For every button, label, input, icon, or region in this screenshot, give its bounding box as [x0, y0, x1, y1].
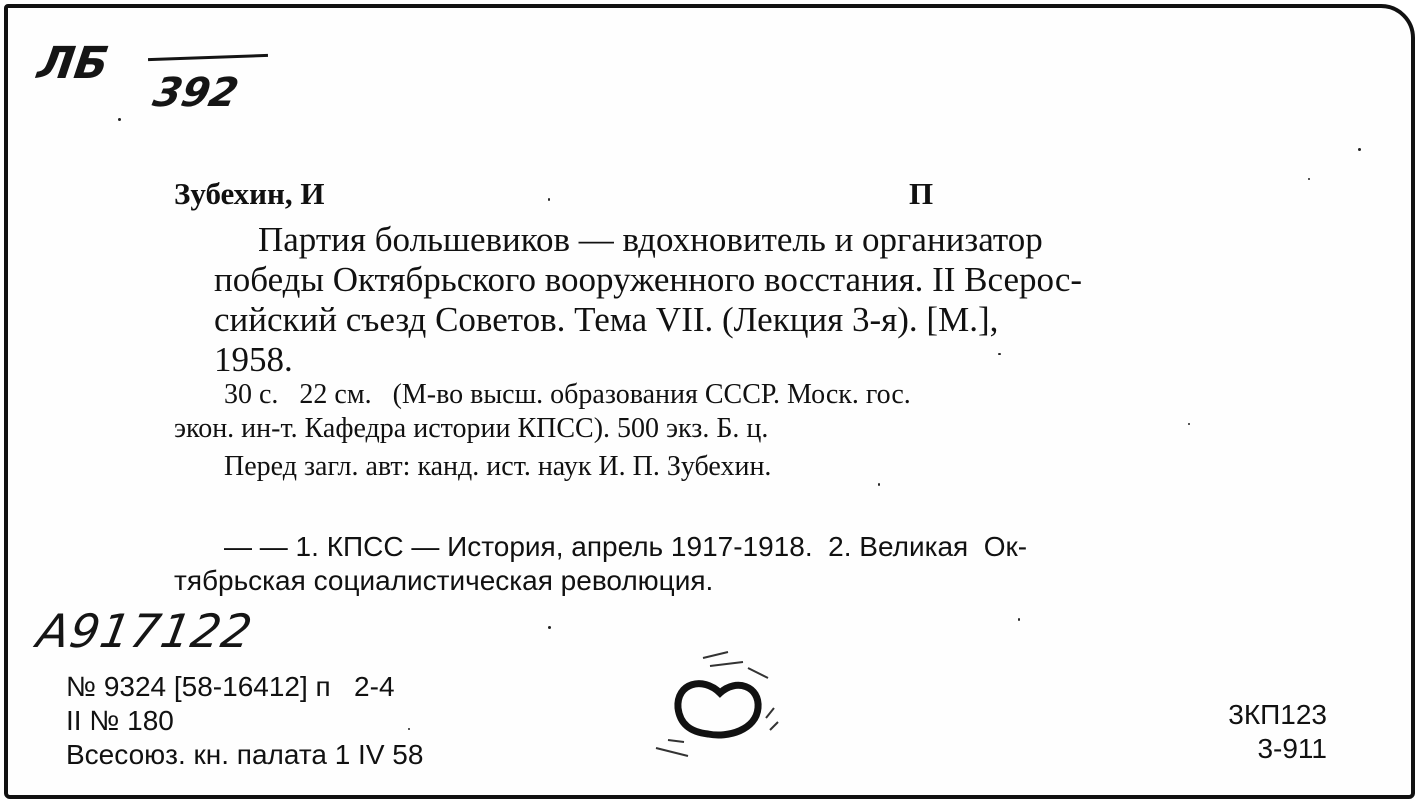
- title-description: [174, 220, 1354, 380]
- title-line: 1958.: [214, 340, 293, 379]
- title-line: Партия большевиков — вдохновитель и организатор: [258, 220, 1043, 259]
- title-line: сийский съезд Советов. Тема VII. (Лекция 3-я). [М.],: [214, 300, 999, 339]
- speck: [878, 483, 880, 486]
- ink-blot-mark: [648, 638, 788, 768]
- speck: [1308, 178, 1310, 180]
- subject-line: — — 1. КПСС — История, апрель 1917-1918. 2. Великая Ок-: [224, 531, 1028, 562]
- speck: [118, 118, 121, 121]
- subject-headings: [174, 530, 1334, 598]
- speck: [1358, 148, 1361, 151]
- handwritten-shelf-number: 392: [149, 70, 243, 116]
- physical-line: 30 с. 22 см. (М-во высш. образования СССР. Моск. гос.: [224, 379, 911, 410]
- catalog-card: [4, 4, 1415, 799]
- handwritten-accession-number: А917122: [33, 604, 257, 658]
- speck: [548, 626, 551, 629]
- author-heading: [174, 176, 934, 212]
- imprint-line: II № 180: [66, 705, 174, 736]
- physical-line: экон. ин-т. Кафедра истории КПСС). 500 экз. Б. ц.: [174, 413, 769, 444]
- author-second-initial: П: [909, 176, 934, 211]
- classification-line: 3КП123: [1228, 699, 1327, 730]
- author-name: Зубехин, И: [174, 176, 325, 211]
- speck: [1018, 618, 1020, 621]
- title-line: победы Октябрьского вооруженного восстания. II Всерос-: [214, 260, 1083, 299]
- author-note: Перед загл. авт: канд. ист. наук И. П. Зубехин.: [224, 451, 772, 482]
- classification-codes: [1228, 698, 1327, 766]
- subject-line: тябрьская социалистическая революция.: [174, 565, 714, 596]
- card-imprint: [66, 670, 423, 772]
- physical-description: [174, 378, 1334, 446]
- imprint-line: Всесоюз. кн. палата 1 IV 58: [66, 739, 424, 770]
- shelf-code-overline: [148, 54, 268, 61]
- classification-line: 3-911: [1257, 733, 1327, 764]
- imprint-line: № 9324 [58-16412] п 2-4: [66, 671, 395, 702]
- handwritten-shelf-prefix: ЛБ: [34, 38, 112, 89]
